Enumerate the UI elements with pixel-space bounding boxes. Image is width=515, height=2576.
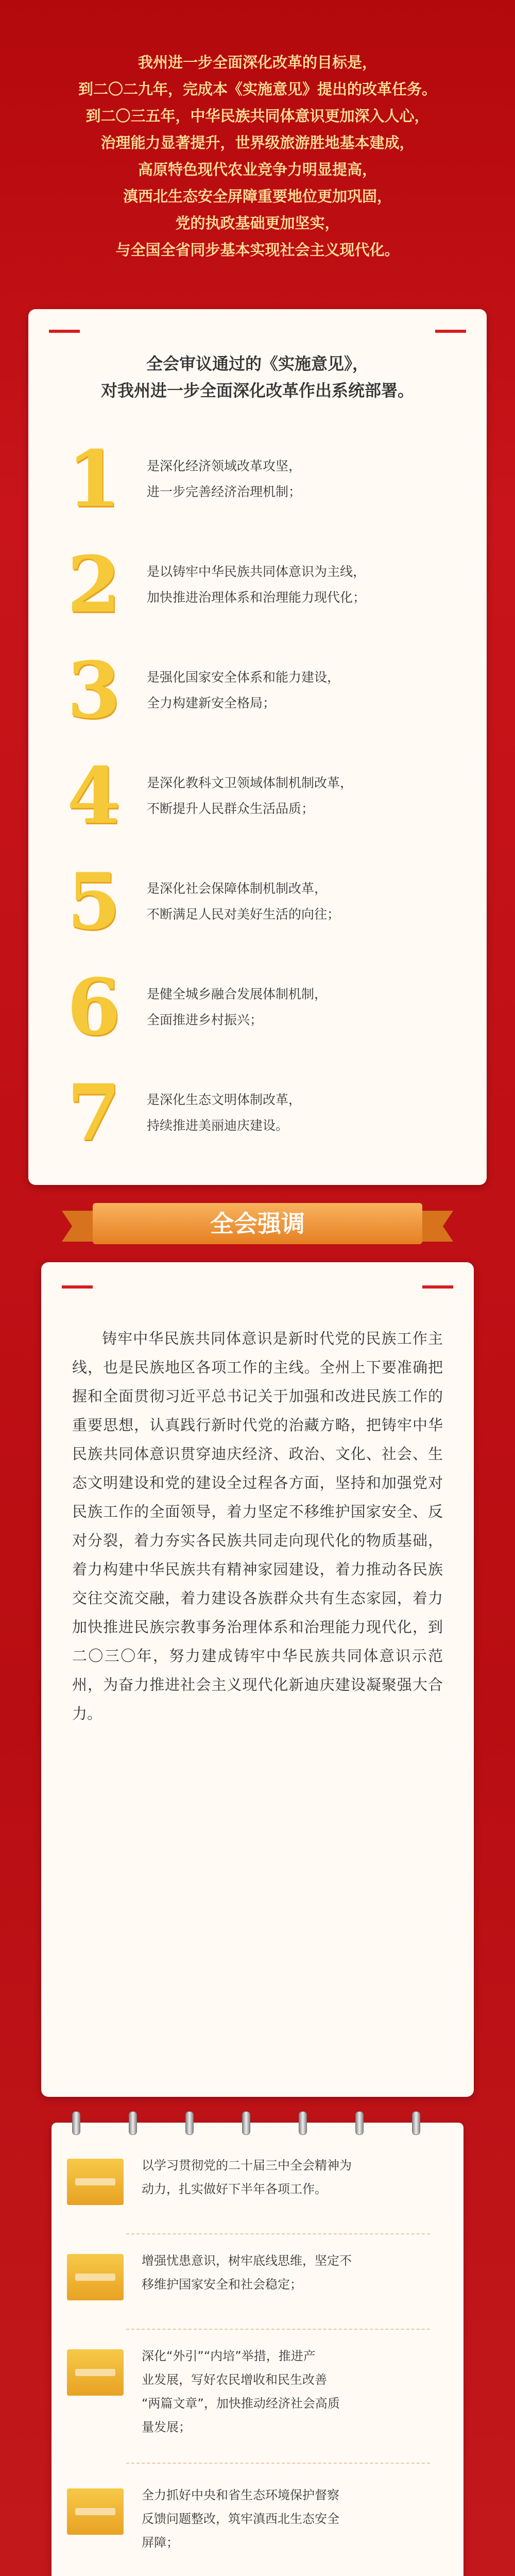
item-line: 是深化社会保障体制机制改革，: [147, 881, 328, 896]
corner-decoration: [49, 330, 80, 333]
item-number: 4: [67, 751, 121, 841]
binder-ring: [355, 2111, 364, 2135]
note-text: [142, 2249, 445, 2296]
item-number: 6: [67, 962, 121, 1053]
note-line: 动力，扎实做好下半年各项工作。: [142, 2182, 327, 2196]
item-line: 是深化生态文明体制改革，: [147, 1092, 302, 1107]
note-line: 全力抓好中央和省生态环境保护督察: [142, 2488, 339, 2502]
intro-line: 高原特色现代农业竞争力明显提高，: [138, 161, 377, 178]
plan-item: [67, 751, 458, 845]
item-line: 是强化国家安全体系和能力建设，: [147, 670, 340, 685]
section-banner: [62, 1195, 453, 1247]
binder-ring: [129, 2111, 137, 2135]
note-item: [67, 2344, 448, 2447]
plan-item: [67, 1067, 458, 1162]
divider: [126, 2329, 430, 2330]
binder-ring: [412, 2111, 420, 2135]
note-line: 以学习贯彻党的二十届三中全会精神为: [142, 2158, 352, 2173]
item-line: 不断满足人民对美好生活的向往；: [147, 907, 340, 922]
note-line: 屏障；: [142, 2535, 179, 2550]
item-number: 3: [67, 645, 121, 736]
plan-item: [67, 434, 458, 528]
item-text: [147, 453, 456, 505]
binder-ring: [72, 2111, 80, 2135]
binder-ring: [242, 2111, 250, 2135]
item-text: [147, 1087, 456, 1139]
banner-title: 全会强调: [210, 1210, 305, 1238]
item-line: 是健全城乡融合发展体制机制，: [147, 987, 328, 1002]
intro-line: 滇西北生态安全屏障重要地位更加巩固，: [123, 188, 392, 205]
item-line: 进一步完善经济治理机制；: [147, 484, 302, 499]
item-number: 2: [67, 539, 121, 630]
note-text: [142, 2344, 445, 2439]
note-line: “两篇文章”，加快推动经济社会高质: [142, 2396, 340, 2411]
note-item: [67, 2249, 448, 2321]
plan-item: [67, 645, 458, 739]
item-number: 5: [67, 856, 121, 947]
intro-line: 到二〇三五年，中华民族共同体意识更加深入人心，: [85, 107, 430, 125]
item-line: 是深化教科文卫领域体制机制改革，: [147, 775, 353, 790]
item-line: 全力构建新安全格局；: [147, 696, 276, 710]
stamp-icon: [67, 2349, 124, 2396]
emphasis-card: [41, 1262, 474, 2097]
stamp-icon: [67, 2159, 124, 2205]
corner-decoration: [422, 1285, 453, 1289]
item-text: [147, 770, 456, 822]
plan-heading-line: 全会审议通过的《实施意见》，: [146, 354, 369, 374]
divider: [126, 2233, 430, 2234]
note-line: 移维护国家安全和社会稳定；: [142, 2277, 302, 2292]
plan-item: [67, 856, 458, 951]
plan-heading: [28, 350, 487, 404]
item-text: [147, 981, 456, 1033]
binder-ring: [299, 2111, 307, 2135]
intro-line: 党的执政基础更加坚实，: [175, 214, 340, 232]
item-line: 加快推进治理体系和治理能力现代化；: [147, 590, 366, 605]
note-text: [142, 2483, 445, 2554]
note-item: [67, 2154, 448, 2226]
item-text: [147, 876, 456, 927]
emphasis-paragraph: [72, 1324, 443, 1728]
intro-line: 与全国全省同步基本实现社会主义现代化。: [115, 241, 400, 259]
item-line: 不断提升人民群众生活品质；: [147, 801, 315, 816]
note-item: [67, 2483, 448, 2566]
item-number: 7: [67, 1067, 121, 1158]
note-line: 反馈问题整改，筑牢滇西北生态安全: [142, 2512, 339, 2526]
item-line: 是以铸牢中华民族共同体意识为主线，: [147, 564, 366, 579]
divider: [126, 2463, 430, 2464]
notebook-card: [52, 2123, 464, 2576]
note-line: 业发展，写好农民增收和民生改善: [142, 2372, 327, 2387]
stamp-icon: [67, 2254, 124, 2300]
intro-line: 到二〇二九年，完成本《实施意见》提出的改革任务。: [78, 80, 437, 98]
note-line: 量发展；: [142, 2420, 191, 2434]
item-number: 1: [67, 434, 121, 524]
note-text: [142, 2154, 445, 2201]
note-line: 深化“外引”“内培”举措，推进产: [142, 2349, 316, 2363]
corner-decoration: [62, 1285, 93, 1289]
plan-card: [28, 309, 487, 1185]
plan-item: [67, 962, 458, 1056]
item-text: [147, 559, 456, 611]
binder-ring: [185, 2111, 194, 2135]
intro-line: 治理能力显著提升，世界级旅游胜地基本建成，: [100, 134, 415, 151]
intro-line: 我州进一步全面深化改革的目标是，: [138, 54, 377, 71]
intro-block: [31, 49, 484, 263]
emphasis-paragraph-text: 铸牢中华民族共同体意识是新时代党的民族工作主线，也是民族地区各项工作的主线。全州上下要准确把握和全面贯彻习近平总书记关于加强和改进民族工作的重要思想，认真践行新时代党的治藏方略，把铸牢中华民族共同体意识贯穿迪庆经济、政治、文化、社会、生态文明建设和党的建设全过程各方面，坚持和加强党对民族工作的全面领导，着力坚定不移维护国家安全、反对分裂，着力夯实各民族共同走向现代化的物质基础，着力构建中华民族共有精神家园建设，着力推动各民族交往交流交融，着力建设各族群众共有生态家园，着力加快推进民族宗教事务治理体系和治理能力现代化，到二〇三〇年，努力建成铸牢中华民族共同体意识示范州，为奋力推进社会主义现代化新迪庆建设凝聚强大合力。: [72, 1330, 443, 1722]
plan-heading-line: 对我州进一步全面深化改革作出系统部署。: [100, 381, 414, 400]
plan-item: [67, 539, 458, 634]
item-text: [147, 665, 456, 716]
corner-decoration: [435, 330, 466, 333]
item-line: 持续推进美丽迪庆建设。: [147, 1118, 289, 1133]
item-line: 是深化经济领域改革攻坚，: [147, 459, 302, 473]
stamp-icon: [67, 2488, 124, 2535]
item-line: 全面推进乡村振兴；: [147, 1012, 263, 1027]
note-line: 增强忧患意识，树牢底线思维，坚定不: [142, 2253, 352, 2268]
